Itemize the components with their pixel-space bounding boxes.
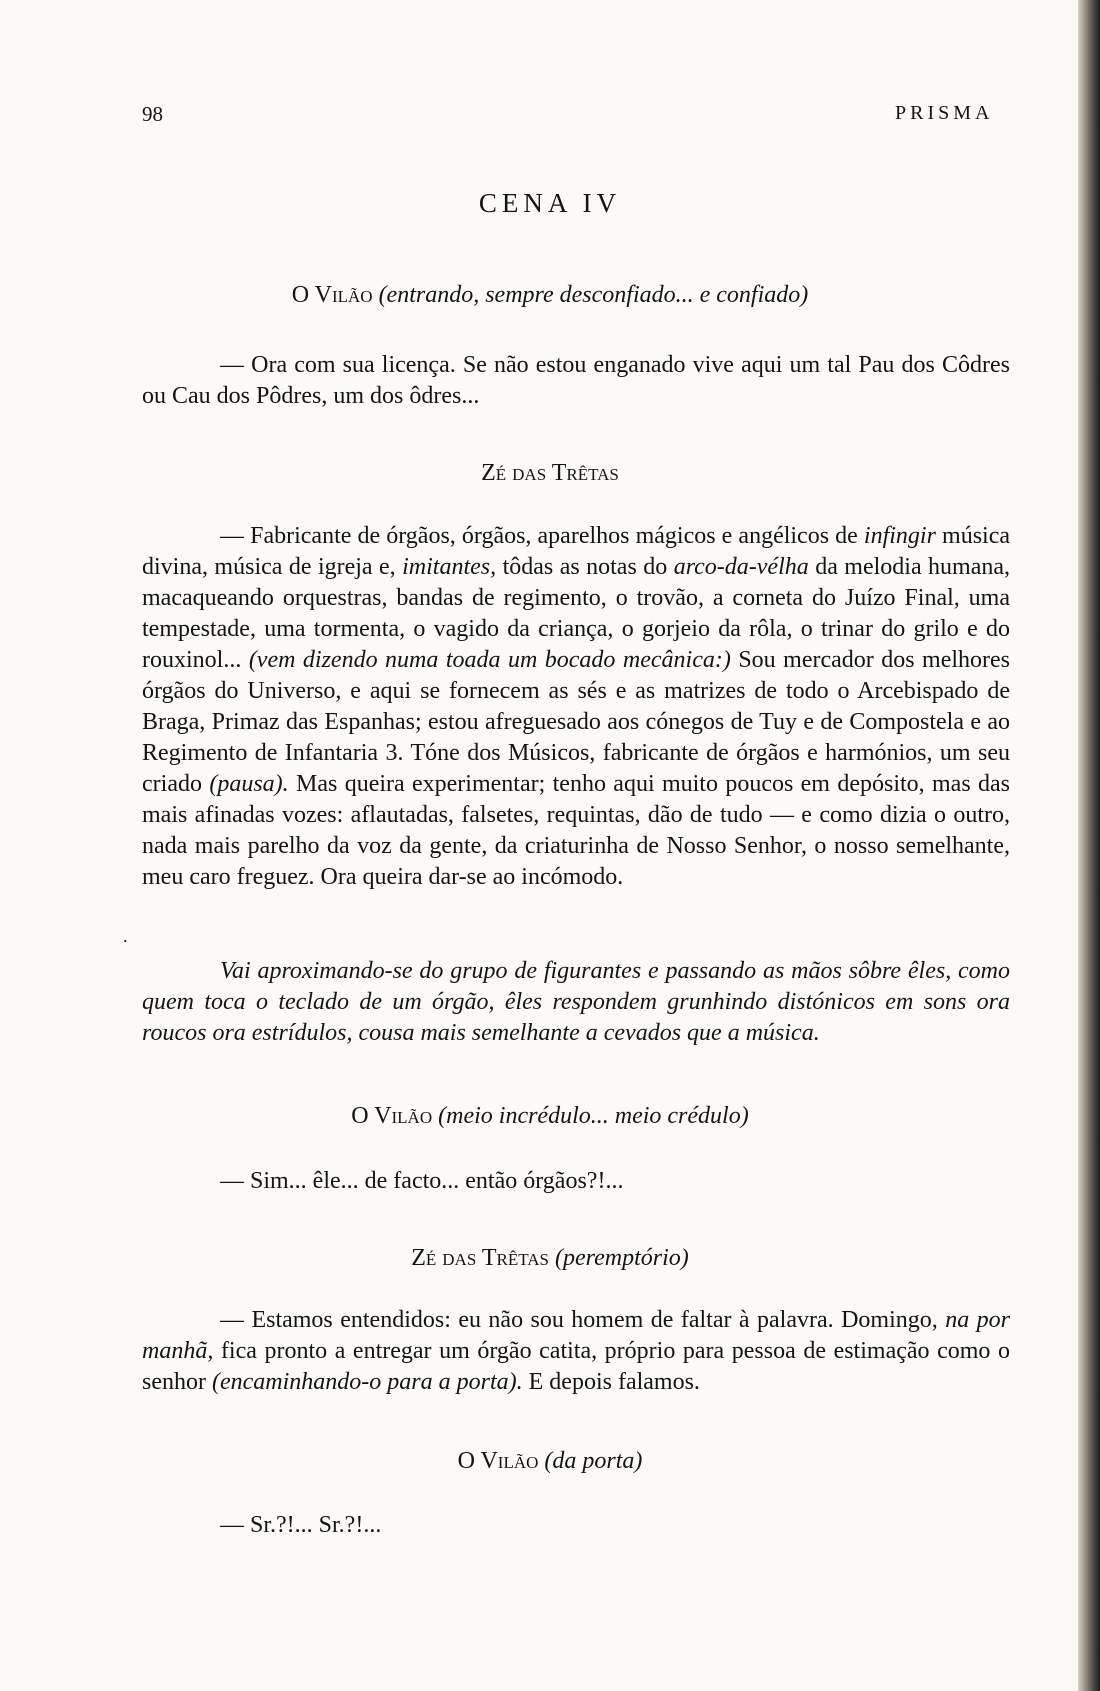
text-run: fica pronto a entregar um órgão catita, próprio para pessoa de estimação como o senhor <box>142 1338 1010 1395</box>
italic-run: na por manhã, <box>142 1307 1011 1364</box>
italic-run: arco-da-vélha <box>673 554 809 580</box>
dialogue-paragraph: — Ora com sua licença. Se não estou enganado vive aqui um tal Pau dos Côdres ou Cau dos Pôdres, um dos ôdres... <box>142 352 1010 409</box>
speaker-name: O Vilão <box>291 282 373 308</box>
text-run: E depois falamos. <box>522 1369 700 1395</box>
text-run: Mas queira experimentar; tenho aqui muito poucos em depósito, mas das mais afinadas vozes: aflautadas, falsetes, requintas, dão de tudo — e como dizia o outro, nada mais parelho da voz da gente, da criaturinha de Nosso Senhor, o nosso semelhante, meu caro freguez. Ora queira dar-se ao incómodo. <box>142 771 1011 890</box>
stage-direction: (meio incrédulo... meio crédulo) <box>438 1103 749 1129</box>
text-run: — Fabricante de órgãos, órgãos, aparelhos mágicos e angélicos de <box>220 523 864 549</box>
text-run: Sou mercador dos melhores órgãos do Universo, e aqui se fornecem as sés e as matrizes de todo o Arcebispado de Braga, Primaz das Espanhas; estou afreguesado aos cónegos de Tuy e de Compostela e ao Regimento de Infantaria 3. Tóne dos Músicos, fabricante de órgãos e harmónios, um seu criado <box>142 647 1011 797</box>
stage-direction: (pausa). <box>209 771 289 797</box>
text-run: — Estamos entendidos: eu não sou homem de faltar à palavra. Domingo, <box>220 1307 946 1333</box>
text-run: música divina, música de igreja e, <box>142 523 1011 580</box>
speaker-name: O Vilão <box>457 1448 539 1474</box>
margin-dot: . <box>123 926 128 946</box>
dialogue-paragraph: — Sr.?!... Sr.?!... <box>220 1512 382 1538</box>
stage-direction-paragraph: Vai aproximando-se do grupo de figurantes e passando as mãos sôbre êles, como quem toca o teclado de um órgão, êles respondem grunhindo distónicos em sons ora roucos ora estrídulos, cousa mais semelhante a cevados que a música. <box>142 958 1010 1046</box>
text-run: da melodia humana, macaqueando orquestras, bandas de regimento, o trovão, a corneta do Juízo Final, uma tempestade, uma tormenta, o vagido da criança, o gorjeio da rôla, o trinar do grilo e do rouxinol... <box>142 554 1011 673</box>
page-number: 98 <box>142 102 163 126</box>
dialogue-paragraph: — Sim... êle... de facto... então órgãos?!... <box>220 1168 624 1194</box>
speaker-name: Zé das Trêtas <box>411 1245 549 1271</box>
stage-direction: (peremptório) <box>555 1245 689 1271</box>
scene-title: CENA IV <box>478 188 622 218</box>
stage-direction: (entrando, sempre desconfiado... e confiado) <box>378 282 809 308</box>
speaker-heading <box>0 1103 1100 1130</box>
stage-direction: (encaminhando-o para a porta). <box>211 1369 523 1395</box>
page-binding-edge <box>1078 0 1100 1691</box>
dialogue-paragraph <box>142 1305 1010 1398</box>
italic-run: imitantes, <box>402 554 497 580</box>
italic-run: infingir <box>863 523 936 549</box>
stage-direction: (vem dizendo numa toada um bocado mecânica:) <box>248 647 731 673</box>
text-run: tôdas as notas do <box>496 554 674 580</box>
running-title: PRISMA <box>895 102 994 124</box>
speaker-heading <box>0 282 1100 309</box>
speaker-heading <box>0 460 1100 487</box>
speaker-heading <box>0 1448 1100 1475</box>
speaker-name: Zé das Trêtas <box>481 460 619 486</box>
dialogue-paragraph <box>142 521 1010 893</box>
stage-direction: (da porta) <box>544 1448 643 1474</box>
speaker-name: O Vilão <box>351 1103 433 1129</box>
speaker-heading <box>0 1245 1100 1272</box>
